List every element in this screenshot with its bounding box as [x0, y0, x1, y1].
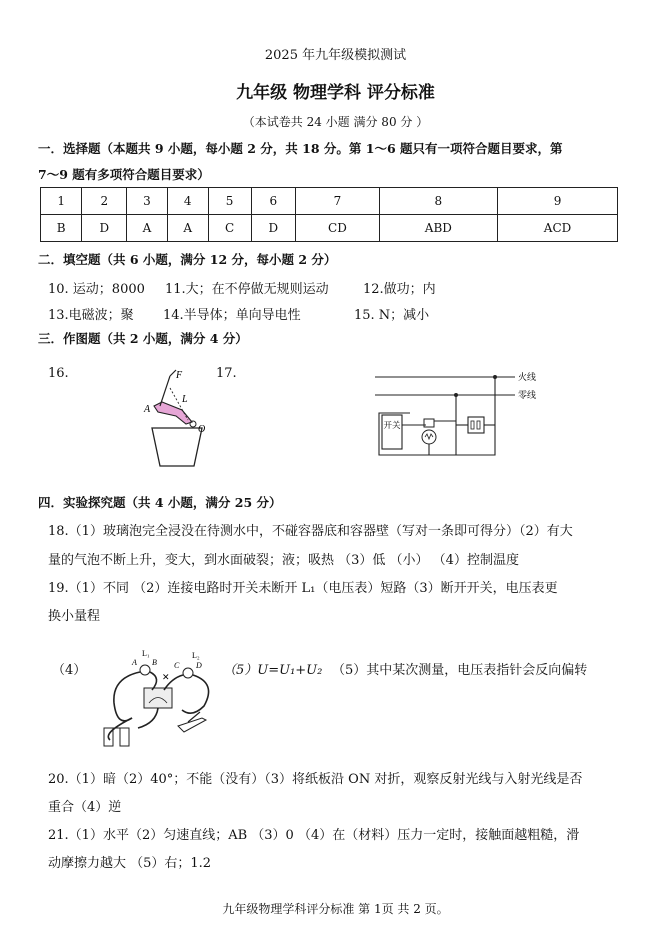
exam-title: 2025 年九年级模拟测试: [264, 48, 407, 63]
answer-q20-line1: 20.（1）暗（2）40°；不能（没有）（3）将纸板沿 ON 对折，观察反射光线与入射光线是否: [48, 772, 583, 787]
table-cell: 9: [498, 188, 618, 215]
question-17-label: 17.: [216, 366, 237, 381]
answer-q14: 14.半导体；单向导电性: [163, 308, 301, 323]
label-F: F: [176, 370, 183, 381]
table-cell: 7: [296, 188, 379, 215]
household-circuit-diagram: [370, 365, 550, 465]
section4-heading: 四．实验探究题（共 4 小题，满分 25 分）: [38, 495, 282, 510]
answer-q10: 10. 运动；8000: [48, 282, 145, 297]
answer-q11: 11.大；在不停做无规则运动: [165, 282, 329, 297]
table-cell: 6: [251, 188, 296, 215]
section2-heading: 二．填空题（共 6 小题，满分 12 分，每小题 2 分）: [38, 252, 337, 267]
label-D: D: [196, 661, 202, 670]
page-subtitle: （本试卷共 24 小题 满分 80 分 ）: [242, 115, 429, 129]
label-A: A: [132, 658, 137, 667]
table-cell: A: [127, 215, 168, 242]
switch-label: 开关: [383, 421, 401, 431]
question-16-label: 16.: [48, 366, 69, 381]
answer-q21-line2: 动摩擦力越大 （5）右；1.2: [48, 856, 212, 871]
answer-table-answer-row: [41, 215, 618, 242]
answer-q19-part5-note: （5）其中某次测量，电压表指针会反向偏转: [332, 663, 588, 678]
series-circuit-diagram: [92, 648, 222, 748]
table-cell: 4: [167, 188, 208, 215]
table-cell: CD: [296, 215, 379, 242]
section1-heading-line2: 7～9 题有多项符合题目要求）: [38, 167, 210, 182]
answer-q18-line2: 量的气泡不断上升，变大，到水面破裂；液；吸热 （3）低 （小） （4）控制温度: [48, 553, 519, 568]
answer-q19-line2: 换小量程: [48, 609, 101, 624]
page-footer: 九年级物理学科评分标准 第 1页 共 2 页。: [222, 902, 449, 916]
live-wire-label: 火线: [518, 373, 537, 383]
table-cell: B: [41, 215, 82, 242]
label-L1: L₁: [142, 649, 150, 658]
answer-q19-line1: 19.（1）不同 （2）连接电路时开关未断开 L₁（电压表）短路（3）断开开关，电压表更: [48, 581, 558, 596]
svg-text:✕: ✕: [162, 673, 170, 683]
answer-q20-line2: 重合（4）逆: [48, 800, 122, 815]
answer-q21-line1: 21.（1）水平（2）匀速直线；AB （3）0 （4）在（材料）压力一定时，接触面越粗糙，滑: [48, 828, 580, 843]
answer-table-number-row: [41, 188, 618, 215]
page-title: 九年级 物理学科 评分标准: [236, 83, 435, 103]
table-cell: 1: [41, 188, 82, 215]
table-cell: A: [167, 215, 208, 242]
table-cell: 5: [208, 188, 251, 215]
label-L2: L₂: [192, 651, 200, 660]
table-cell: 8: [379, 188, 497, 215]
answer-q15: 15. N；减小: [354, 308, 430, 323]
label-B: B: [152, 658, 157, 667]
table-cell: 3: [127, 188, 168, 215]
section1-heading-line1: 一．选择题（本题共 9 小题，每小题 2 分，共 18 分。第 1～6 题只有一项符合题目要求，第: [38, 141, 563, 156]
section3-heading: 三．作图题（共 2 小题，满分 4 分）: [38, 331, 248, 346]
table-cell: ABD: [379, 215, 497, 242]
table-cell: D: [251, 215, 296, 242]
lever-diagram: [130, 362, 220, 472]
label-C: C: [174, 661, 180, 670]
label-L: L: [182, 394, 188, 405]
table-cell: 2: [82, 188, 127, 215]
table-cell: C: [208, 215, 251, 242]
answer-q13: 13.电磁波；聚: [48, 308, 134, 323]
answer-q18-line1: 18.（1）玻璃泡完全浸没在待测水中，不碰容器底和容器壁（写对一条即可得分）（2）有大: [48, 524, 573, 539]
label-O: O: [198, 424, 206, 435]
label-A: A: [144, 404, 151, 415]
answer-q19-part4: （4）: [52, 663, 87, 678]
answer-table: [40, 187, 618, 242]
neutral-wire-label: 零线: [518, 391, 537, 401]
table-cell: ACD: [498, 215, 618, 242]
answer-q12: 12.做功；内: [363, 282, 436, 297]
answer-q19-part5-formula: （5）U=U₁+U₂: [223, 663, 323, 678]
table-cell: D: [82, 215, 127, 242]
